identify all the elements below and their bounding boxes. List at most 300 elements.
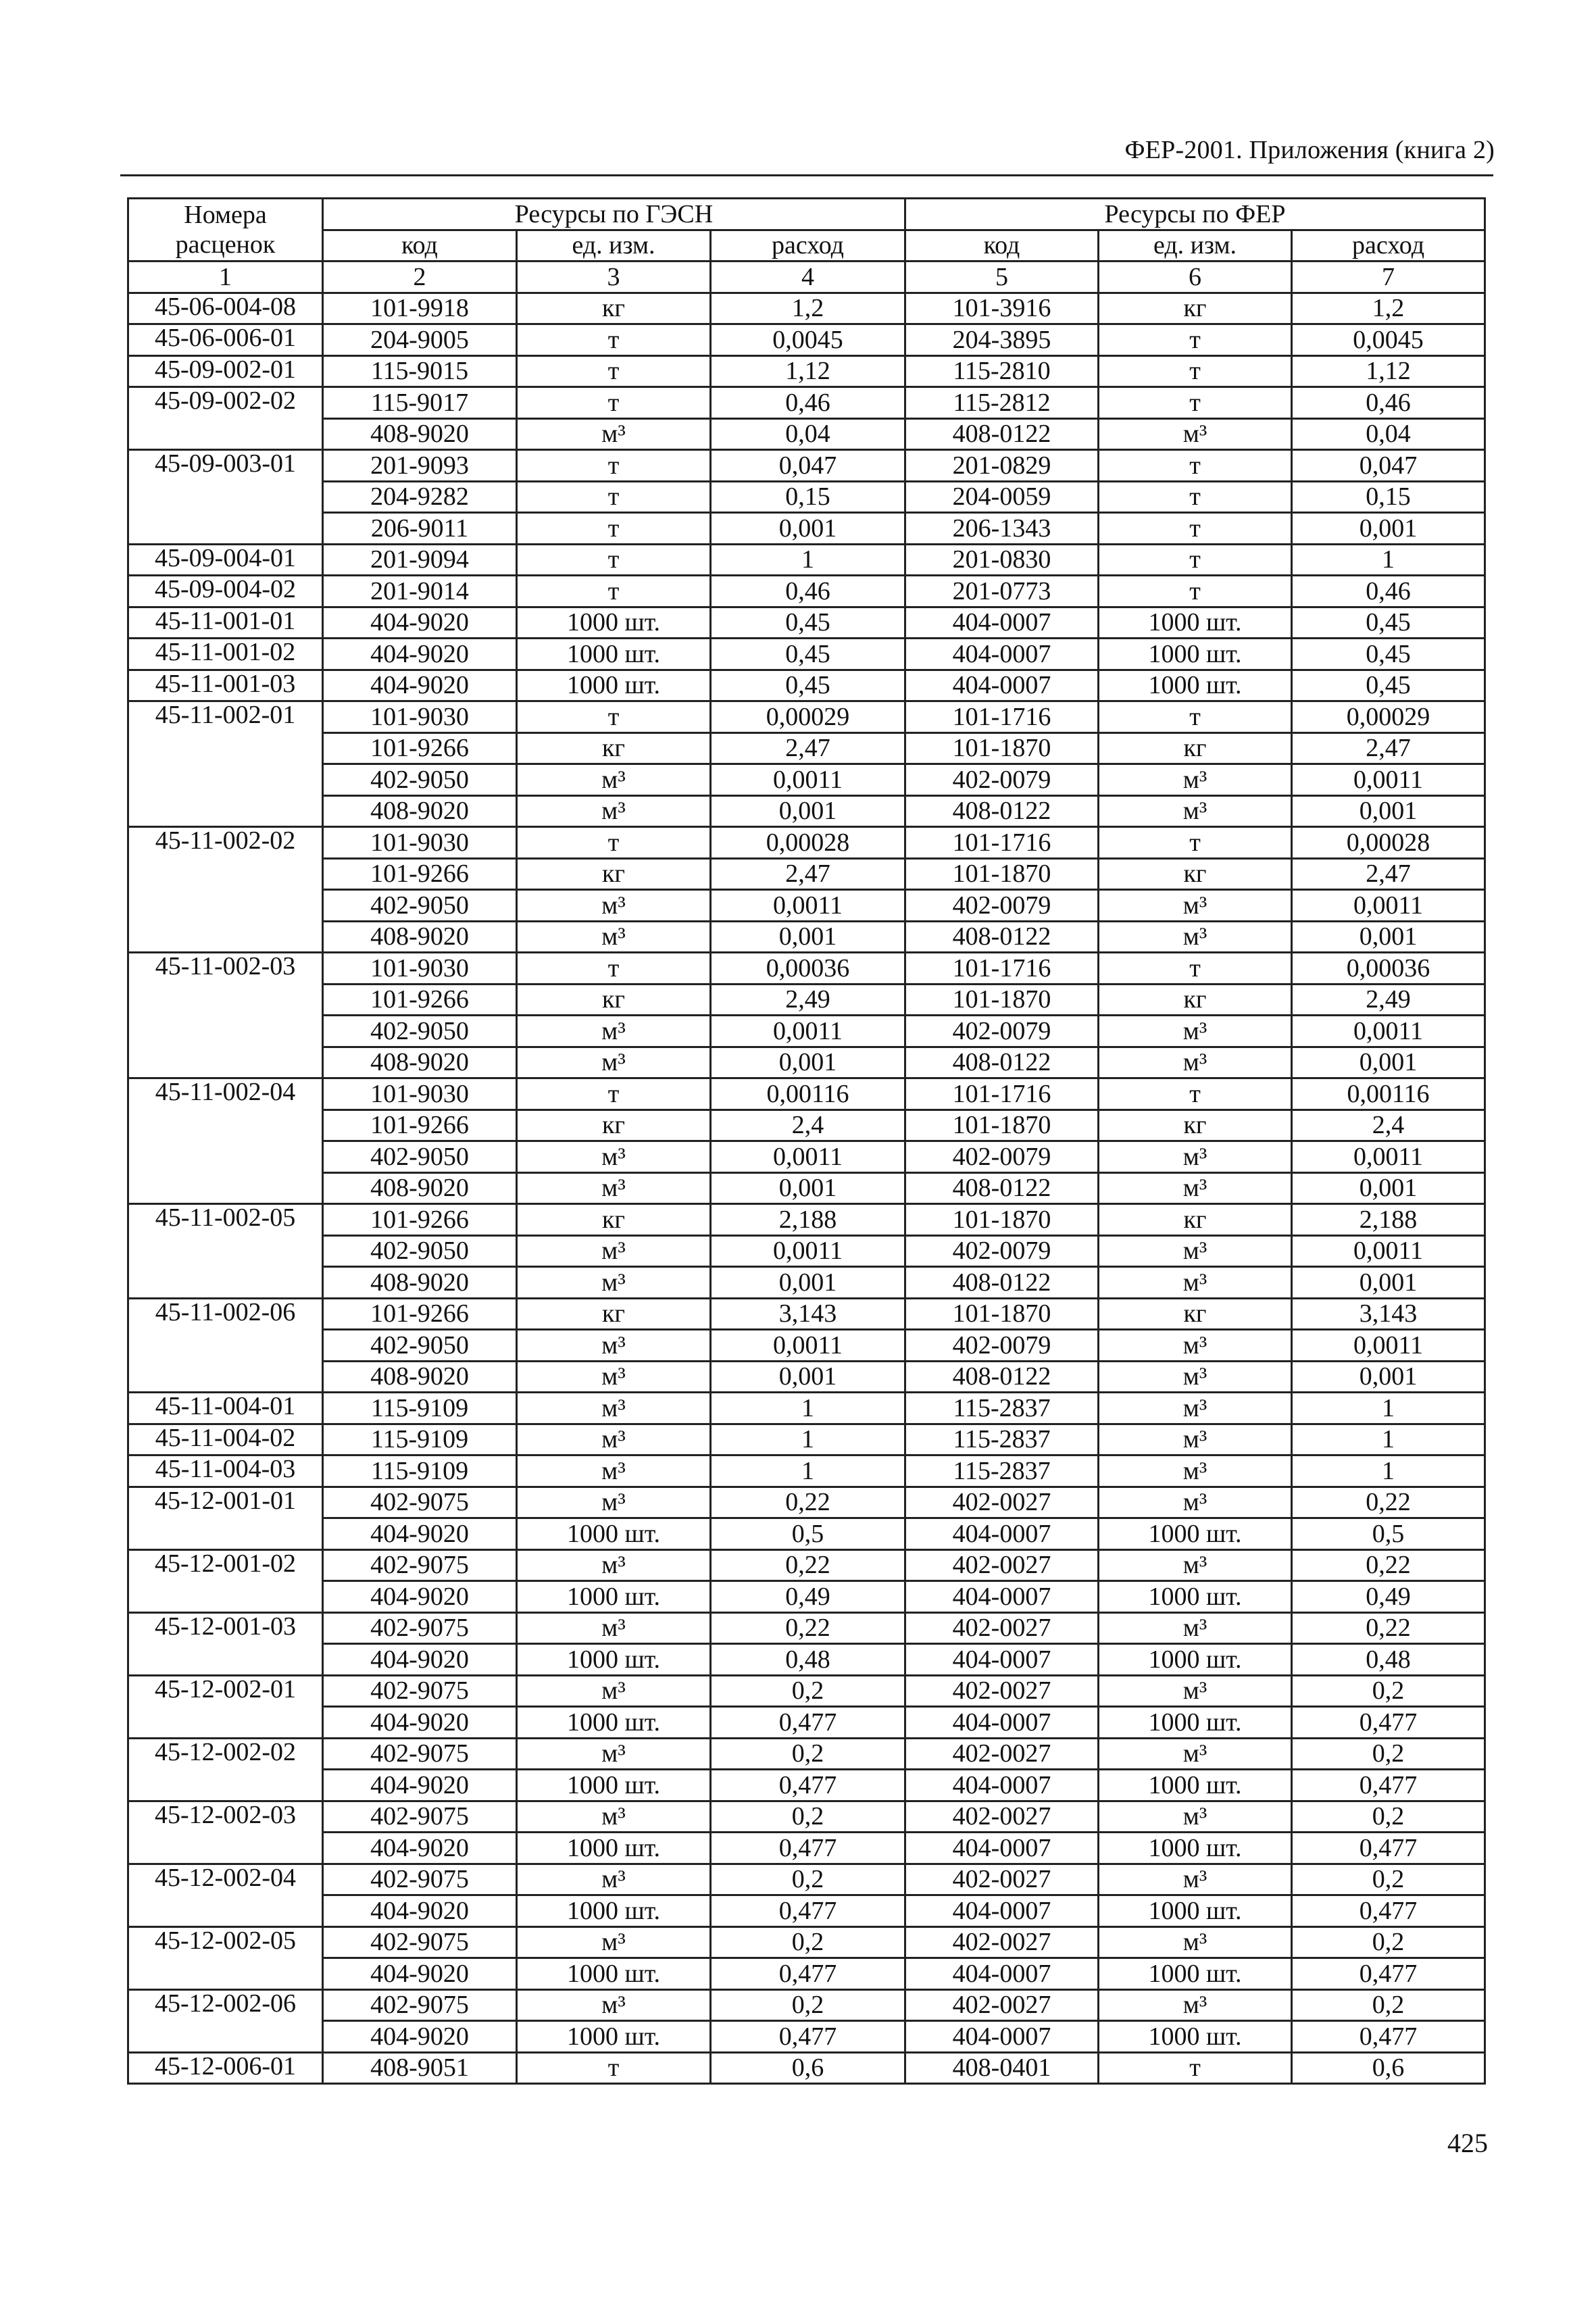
rate-number-cell: 45-11-002-05 (128, 1204, 323, 1236)
gesn-unit-cell: 1000 шт. (517, 670, 711, 701)
gesn-code-cell: 201-9014 (323, 576, 517, 607)
column-number: 2 (323, 262, 517, 293)
rate-number-cell (128, 1833, 323, 1864)
fer-unit-cell: 1000 шт. (1099, 1707, 1292, 1739)
fer-consumption-cell: 0,49 (1292, 1581, 1485, 1613)
gesn-code-cell: 101-9918 (323, 293, 517, 324)
gesn-unit-cell: т (517, 324, 711, 356)
fer-code-cell: 404-0007 (905, 1518, 1099, 1550)
fer-consumption-cell: 0,001 (1292, 1172, 1485, 1204)
table-row (128, 1738, 1485, 1770)
rate-number-cell: 45-11-001-01 (128, 607, 323, 639)
table-row (128, 732, 1485, 764)
fer-unit-cell: 1000 шт. (1099, 639, 1292, 670)
fer-code-cell: 101-1870 (905, 1110, 1099, 1141)
gesn-consumption-cell: 0,001 (711, 921, 905, 953)
gesn-code-cell: 402-9075 (323, 1926, 517, 1958)
fer-consumption-cell: 2,49 (1292, 984, 1485, 1016)
table-row (128, 1707, 1485, 1739)
gesn-unit-cell: т (517, 481, 711, 513)
fer-unit-cell: т (1099, 701, 1292, 733)
fer-code-cell: 402-0027 (905, 1738, 1099, 1770)
fer-code-cell: 404-0007 (905, 1958, 1099, 1990)
fer-code-cell: 402-0027 (905, 1612, 1099, 1644)
table-row (128, 324, 1485, 356)
rate-number-cell (128, 1958, 323, 1990)
fer-consumption-cell: 0,46 (1292, 576, 1485, 607)
gesn-unit-cell: 1000 шт. (517, 1581, 711, 1613)
fer-consumption-cell: 0,2 (1292, 1989, 1485, 2021)
gesn-code-cell: 404-9020 (323, 639, 517, 670)
gesn-unit-cell: м³ (517, 1235, 711, 1267)
gesn-consumption-cell: 0,0045 (711, 324, 905, 356)
gesn-code-cell: 408-9020 (323, 1361, 517, 1393)
rate-number-cell (128, 418, 323, 450)
fer-code-cell: 408-0122 (905, 418, 1099, 450)
rate-number-cell: 45-11-004-02 (128, 1424, 323, 1455)
fer-code-cell: 101-1716 (905, 701, 1099, 733)
gesn-consumption-cell: 0,04 (711, 418, 905, 450)
gesn-unit-cell: м³ (517, 1675, 711, 1707)
fer-unit-cell: 1000 шт. (1099, 1518, 1292, 1550)
gesn-consumption-cell: 0,0011 (711, 764, 905, 796)
gesn-code-cell: 404-9020 (323, 1518, 517, 1550)
table-row (128, 1298, 1485, 1330)
fer-code-cell: 115-2812 (905, 387, 1099, 419)
fer-consumption-cell: 0,047 (1292, 450, 1485, 482)
fer-consumption-cell: 0,001 (1292, 1361, 1485, 1393)
column-number: 7 (1292, 262, 1485, 293)
fer-code-cell: 101-1716 (905, 1078, 1099, 1110)
gesn-unit-cell: м³ (517, 418, 711, 450)
gesn-unit-cell: м³ (517, 1393, 711, 1424)
fer-consumption-cell: 0,45 (1292, 670, 1485, 701)
gesn-code-cell: 201-9094 (323, 544, 517, 576)
gesn-consumption-cell: 0,001 (711, 1361, 905, 1393)
rate-number-cell: 45-11-004-01 (128, 1393, 323, 1424)
gesn-unit-cell: кг (517, 732, 711, 764)
table-row (128, 481, 1485, 513)
rate-number-cell: 45-06-004-08 (128, 293, 323, 324)
rate-number-cell (128, 1770, 323, 1801)
table-row (128, 387, 1485, 419)
rate-number-cell (128, 1141, 323, 1173)
fer-consumption-cell: 0,477 (1292, 1770, 1485, 1801)
fer-unit-cell: т (1099, 450, 1292, 482)
gesn-consumption-cell: 0,477 (711, 1770, 905, 1801)
rate-number-cell (128, 764, 323, 796)
gesn-code-cell: 402-9050 (323, 1330, 517, 1362)
fer-consumption-cell: 0,0011 (1292, 1141, 1485, 1173)
fer-code-cell: 402-0079 (905, 890, 1099, 922)
fer-unit-cell: кг (1099, 858, 1292, 890)
rate-number-cell (128, 1644, 323, 1676)
fer-code-cell: 115-2810 (905, 355, 1099, 387)
fer-unit-cell: м³ (1099, 1612, 1292, 1644)
table-row (128, 355, 1485, 387)
fer-consumption-cell: 0,2 (1292, 1738, 1485, 1770)
gesn-consumption-cell: 2,47 (711, 732, 905, 764)
fer-unit-cell: т (1099, 324, 1292, 356)
gesn-code-cell: 402-9075 (323, 1487, 517, 1518)
gesn-consumption-cell: 0,0011 (711, 1235, 905, 1267)
table-row (128, 1895, 1485, 1927)
rate-number-cell (128, 481, 323, 513)
gesn-unit-cell: м³ (517, 1487, 711, 1518)
fer-code-cell: 206-1343 (905, 513, 1099, 545)
fer-unit-cell: т (1099, 2052, 1292, 2084)
gesn-consumption-cell: 0,047 (711, 450, 905, 482)
gesn-unit-cell: т (517, 827, 711, 859)
table-row (128, 418, 1485, 450)
gesn-code-cell: 402-9075 (323, 1612, 517, 1644)
gesn-unit-cell: т (517, 513, 711, 545)
gesn-code-cell: 404-9020 (323, 1770, 517, 1801)
fer-code-cell: 201-0830 (905, 544, 1099, 576)
column-number: 4 (711, 262, 905, 293)
fer-code-cell: 404-0007 (905, 670, 1099, 701)
rate-number-cell: 45-12-002-04 (128, 1864, 323, 1895)
fer-consumption-cell: 2,188 (1292, 1204, 1485, 1236)
fer-code-cell: 402-0027 (905, 1675, 1099, 1707)
gesn-code-cell: 115-9109 (323, 1393, 517, 1424)
gesn-code-cell: 404-9020 (323, 1644, 517, 1676)
rate-number-cell (128, 984, 323, 1016)
gesn-consumption-cell: 0,22 (711, 1487, 905, 1518)
rate-number-cell (128, 513, 323, 545)
gesn-unit-cell: м³ (517, 1172, 711, 1204)
fer-code-cell: 402-0079 (905, 764, 1099, 796)
fer-code-cell: 408-0122 (905, 1172, 1099, 1204)
fer-unit-cell: м³ (1099, 1330, 1292, 1362)
fer-consumption-cell: 0,15 (1292, 481, 1485, 513)
rate-number-cell (128, 1707, 323, 1739)
table-row (128, 1172, 1485, 1204)
gesn-consumption-cell: 1 (711, 1424, 905, 1455)
fer-code-cell: 101-1716 (905, 953, 1099, 985)
rate-number-cell: 45-09-003-01 (128, 450, 323, 482)
fer-code-cell: 402-0027 (905, 1549, 1099, 1581)
gesn-unit-cell: 1000 шт. (517, 1770, 711, 1801)
table-row (128, 513, 1485, 545)
fer-code-cell: 115-2837 (905, 1455, 1099, 1487)
header-fer-code: код (905, 230, 1099, 262)
gesn-consumption-cell: 0,15 (711, 481, 905, 513)
header-fer-unit: ед. изм. (1099, 230, 1292, 262)
table-row (128, 1078, 1485, 1110)
table-row (128, 1424, 1485, 1455)
table-row (128, 1204, 1485, 1236)
fer-consumption-cell: 0,0011 (1292, 1016, 1485, 1047)
gesn-unit-cell: м³ (517, 795, 711, 827)
gesn-code-cell: 402-9075 (323, 1989, 517, 2021)
fer-unit-cell: т (1099, 513, 1292, 545)
fer-consumption-cell: 0,001 (1292, 513, 1485, 545)
fer-consumption-cell: 0,2 (1292, 1864, 1485, 1895)
fer-unit-cell: 1000 шт. (1099, 607, 1292, 639)
gesn-consumption-cell: 0,001 (711, 795, 905, 827)
rate-number-cell (128, 1235, 323, 1267)
gesn-consumption-cell: 0,001 (711, 1267, 905, 1299)
fer-unit-cell: т (1099, 576, 1292, 607)
fer-consumption-cell: 1 (1292, 1393, 1485, 1424)
fer-consumption-cell: 0,00036 (1292, 953, 1485, 985)
fer-unit-cell: м³ (1099, 1235, 1292, 1267)
gesn-unit-cell: м³ (517, 890, 711, 922)
gesn-unit-cell: м³ (517, 1267, 711, 1299)
gesn-code-cell: 404-9020 (323, 2021, 517, 2053)
gesn-code-cell: 408-9020 (323, 921, 517, 953)
fer-unit-cell: т (1099, 827, 1292, 859)
gesn-code-cell: 402-9050 (323, 764, 517, 796)
gesn-unit-cell: м³ (517, 1738, 711, 1770)
gesn-unit-cell: м³ (517, 764, 711, 796)
fer-code-cell: 408-0122 (905, 1267, 1099, 1299)
rate-number-cell: 45-12-002-02 (128, 1738, 323, 1770)
rate-number-cell (128, 795, 323, 827)
fer-code-cell: 204-0059 (905, 481, 1099, 513)
table-row (128, 1047, 1485, 1078)
fer-consumption-cell: 1 (1292, 544, 1485, 576)
gesn-code-cell: 404-9020 (323, 1581, 517, 1613)
fer-unit-cell: м³ (1099, 1361, 1292, 1393)
fer-unit-cell: 1000 шт. (1099, 670, 1292, 701)
fer-unit-cell: м³ (1099, 1393, 1292, 1424)
fer-code-cell: 404-0007 (905, 1581, 1099, 1613)
gesn-consumption-cell: 0,2 (711, 1738, 905, 1770)
rate-number-cell: 45-11-002-01 (128, 701, 323, 733)
gesn-code-cell: 402-9075 (323, 1864, 517, 1895)
gesn-code-cell: 101-9030 (323, 827, 517, 859)
fer-code-cell: 101-1870 (905, 1204, 1099, 1236)
fer-unit-cell: кг (1099, 293, 1292, 324)
rate-number-cell: 45-11-001-03 (128, 670, 323, 701)
fer-unit-cell: т (1099, 355, 1292, 387)
table-row (128, 1612, 1485, 1644)
table-row (128, 1581, 1485, 1613)
rate-number-cell: 45-12-006-01 (128, 2052, 323, 2084)
rate-number-cell (128, 1110, 323, 1141)
rate-number-cell: 45-11-002-03 (128, 953, 323, 985)
gesn-code-cell: 115-9109 (323, 1424, 517, 1455)
rate-number-cell: 45-12-002-06 (128, 1989, 323, 2021)
gesn-consumption-cell: 0,0011 (711, 890, 905, 922)
gesn-consumption-cell: 2,4 (711, 1110, 905, 1141)
rate-number-cell (128, 1581, 323, 1613)
table-row (128, 1958, 1485, 1990)
table-row (128, 450, 1485, 482)
gesn-unit-cell: 1000 шт. (517, 607, 711, 639)
fer-unit-cell: м³ (1099, 1675, 1292, 1707)
rate-number-cell (128, 921, 323, 953)
gesn-consumption-cell: 0,477 (711, 1958, 905, 1990)
gesn-consumption-cell: 0,001 (711, 513, 905, 545)
fer-consumption-cell: 0,001 (1292, 795, 1485, 827)
gesn-code-cell: 408-9020 (323, 418, 517, 450)
header-rate-numbers: Номера расценок (128, 199, 323, 262)
fer-code-cell: 402-0027 (905, 1989, 1099, 2021)
fer-unit-cell: м³ (1099, 1424, 1292, 1455)
table-row (128, 1644, 1485, 1676)
gesn-code-cell: 402-9050 (323, 1141, 517, 1173)
fer-unit-cell: 1000 шт. (1099, 1770, 1292, 1801)
fer-consumption-cell: 0,00029 (1292, 701, 1485, 733)
fer-unit-cell: т (1099, 1078, 1292, 1110)
fer-unit-cell: т (1099, 387, 1292, 419)
table-row (128, 1989, 1485, 2021)
table-row (128, 1393, 1485, 1424)
table-row (128, 1926, 1485, 1958)
fer-unit-cell: м³ (1099, 1267, 1292, 1299)
fer-code-cell: 101-1870 (905, 858, 1099, 890)
fer-consumption-cell: 0,001 (1292, 921, 1485, 953)
rate-number-cell (128, 1330, 323, 1362)
column-number: 1 (128, 262, 323, 293)
fer-code-cell: 402-0027 (905, 1864, 1099, 1895)
gesn-code-cell: 404-9020 (323, 1833, 517, 1864)
gesn-consumption-cell: 0,22 (711, 1549, 905, 1581)
gesn-code-cell: 101-9266 (323, 858, 517, 890)
fer-unit-cell: м³ (1099, 1864, 1292, 1895)
gesn-consumption-cell: 0,45 (711, 607, 905, 639)
gesn-unit-cell: т (517, 2052, 711, 2084)
gesn-code-cell: 101-9266 (323, 1110, 517, 1141)
fer-consumption-cell: 2,47 (1292, 858, 1485, 890)
fer-consumption-cell: 0,477 (1292, 1707, 1485, 1739)
table-row (128, 1141, 1485, 1173)
rate-number-cell (128, 2021, 323, 2053)
gesn-consumption-cell: 2,47 (711, 858, 905, 890)
gesn-code-cell: 115-9017 (323, 387, 517, 419)
rate-number-cell (128, 858, 323, 890)
fer-unit-cell: м³ (1099, 1016, 1292, 1047)
fer-consumption-cell: 1,12 (1292, 355, 1485, 387)
fer-code-cell: 402-0079 (905, 1141, 1099, 1173)
table-row (128, 1330, 1485, 1362)
fer-unit-cell: кг (1099, 1110, 1292, 1141)
gesn-unit-cell: т (517, 355, 711, 387)
fer-consumption-cell: 2,47 (1292, 732, 1485, 764)
header-gesn-resources: Ресурсы по ГЭСН (323, 199, 905, 230)
gesn-unit-cell: м³ (517, 1141, 711, 1173)
gesn-consumption-cell: 0,00029 (711, 701, 905, 733)
table-row (128, 1518, 1485, 1550)
gesn-unit-cell: 1000 шт. (517, 1518, 711, 1550)
fer-unit-cell: м³ (1099, 764, 1292, 796)
gesn-code-cell: 404-9020 (323, 1958, 517, 1990)
fer-unit-cell: м³ (1099, 1455, 1292, 1487)
rate-number-cell: 45-12-001-01 (128, 1487, 323, 1518)
gesn-consumption-cell: 0,45 (711, 639, 905, 670)
gesn-unit-cell: м³ (517, 1361, 711, 1393)
gesn-unit-cell: м³ (517, 1549, 711, 1581)
gesn-unit-cell: кг (517, 293, 711, 324)
gesn-consumption-cell: 0,477 (711, 1707, 905, 1739)
gesn-code-cell: 101-9030 (323, 701, 517, 733)
rate-number-cell: 45-11-001-02 (128, 639, 323, 670)
fer-code-cell: 402-0027 (905, 1801, 1099, 1833)
fer-unit-cell: кг (1099, 984, 1292, 1016)
table-row (128, 2021, 1485, 2053)
rate-number-cell (128, 890, 323, 922)
table-row (128, 890, 1485, 922)
gesn-consumption-cell: 0,2 (711, 1801, 905, 1833)
gesn-code-cell: 408-9020 (323, 1047, 517, 1078)
fer-code-cell: 408-0122 (905, 795, 1099, 827)
fer-consumption-cell: 0,22 (1292, 1487, 1485, 1518)
rate-number-cell: 45-11-002-06 (128, 1298, 323, 1330)
gesn-consumption-cell: 0,477 (711, 2021, 905, 2053)
rate-number-cell: 45-09-002-02 (128, 387, 323, 419)
header-gesn-code: код (323, 230, 517, 262)
fer-consumption-cell: 2,4 (1292, 1110, 1485, 1141)
table-row (128, 1487, 1485, 1518)
gesn-unit-cell: м³ (517, 1424, 711, 1455)
gesn-unit-cell: м³ (517, 1330, 711, 1362)
gesn-unit-cell: м³ (517, 921, 711, 953)
table-row (128, 827, 1485, 859)
table-row (128, 2052, 1485, 2084)
table-row (128, 1455, 1485, 1487)
fer-code-cell: 115-2837 (905, 1424, 1099, 1455)
gesn-consumption-cell: 1 (711, 1455, 905, 1487)
gesn-code-cell: 402-9075 (323, 1801, 517, 1833)
gesn-code-cell: 404-9020 (323, 670, 517, 701)
fer-consumption-cell: 0,0045 (1292, 324, 1485, 356)
gesn-code-cell: 204-9005 (323, 324, 517, 356)
fer-code-cell: 408-0122 (905, 1047, 1099, 1078)
column-number: 5 (905, 262, 1099, 293)
gesn-consumption-cell: 0,001 (711, 1172, 905, 1204)
table-row (128, 921, 1485, 953)
fer-unit-cell: м³ (1099, 795, 1292, 827)
fer-code-cell: 101-3916 (905, 293, 1099, 324)
fer-consumption-cell: 0,2 (1292, 1926, 1485, 1958)
table-row (128, 701, 1485, 733)
rate-number-cell: 45-12-001-02 (128, 1549, 323, 1581)
gesn-unit-cell: м³ (517, 1989, 711, 2021)
table-row (128, 953, 1485, 985)
fer-consumption-cell: 0,477 (1292, 2021, 1485, 2053)
fer-code-cell: 101-1716 (905, 827, 1099, 859)
gesn-unit-cell: 1000 шт. (517, 639, 711, 670)
table-row (128, 607, 1485, 639)
fer-consumption-cell: 0,04 (1292, 418, 1485, 450)
gesn-consumption-cell: 0,2 (711, 1989, 905, 2021)
fer-code-cell: 402-0027 (905, 1487, 1099, 1518)
gesn-unit-cell: м³ (517, 1016, 711, 1047)
gesn-code-cell: 408-9020 (323, 1267, 517, 1299)
fer-unit-cell: м³ (1099, 1172, 1292, 1204)
table-row (128, 1770, 1485, 1801)
fer-unit-cell: кг (1099, 732, 1292, 764)
gesn-unit-cell: кг (517, 858, 711, 890)
fer-code-cell: 404-0007 (905, 1707, 1099, 1739)
gesn-consumption-cell: 0,0011 (711, 1330, 905, 1362)
gesn-consumption-cell: 0,00036 (711, 953, 905, 985)
gesn-unit-cell: т (517, 544, 711, 576)
rate-number-cell (128, 1016, 323, 1047)
fer-consumption-cell: 0,2 (1292, 1801, 1485, 1833)
fer-unit-cell: м³ (1099, 1141, 1292, 1173)
fer-consumption-cell: 0,00116 (1292, 1078, 1485, 1110)
fer-unit-cell: 1000 шт. (1099, 1833, 1292, 1864)
fer-code-cell: 404-0007 (905, 1644, 1099, 1676)
rate-number-cell (128, 1361, 323, 1393)
fer-unit-cell: м³ (1099, 1926, 1292, 1958)
fer-consumption-cell: 0,22 (1292, 1612, 1485, 1644)
fer-consumption-cell: 0,0011 (1292, 1235, 1485, 1267)
